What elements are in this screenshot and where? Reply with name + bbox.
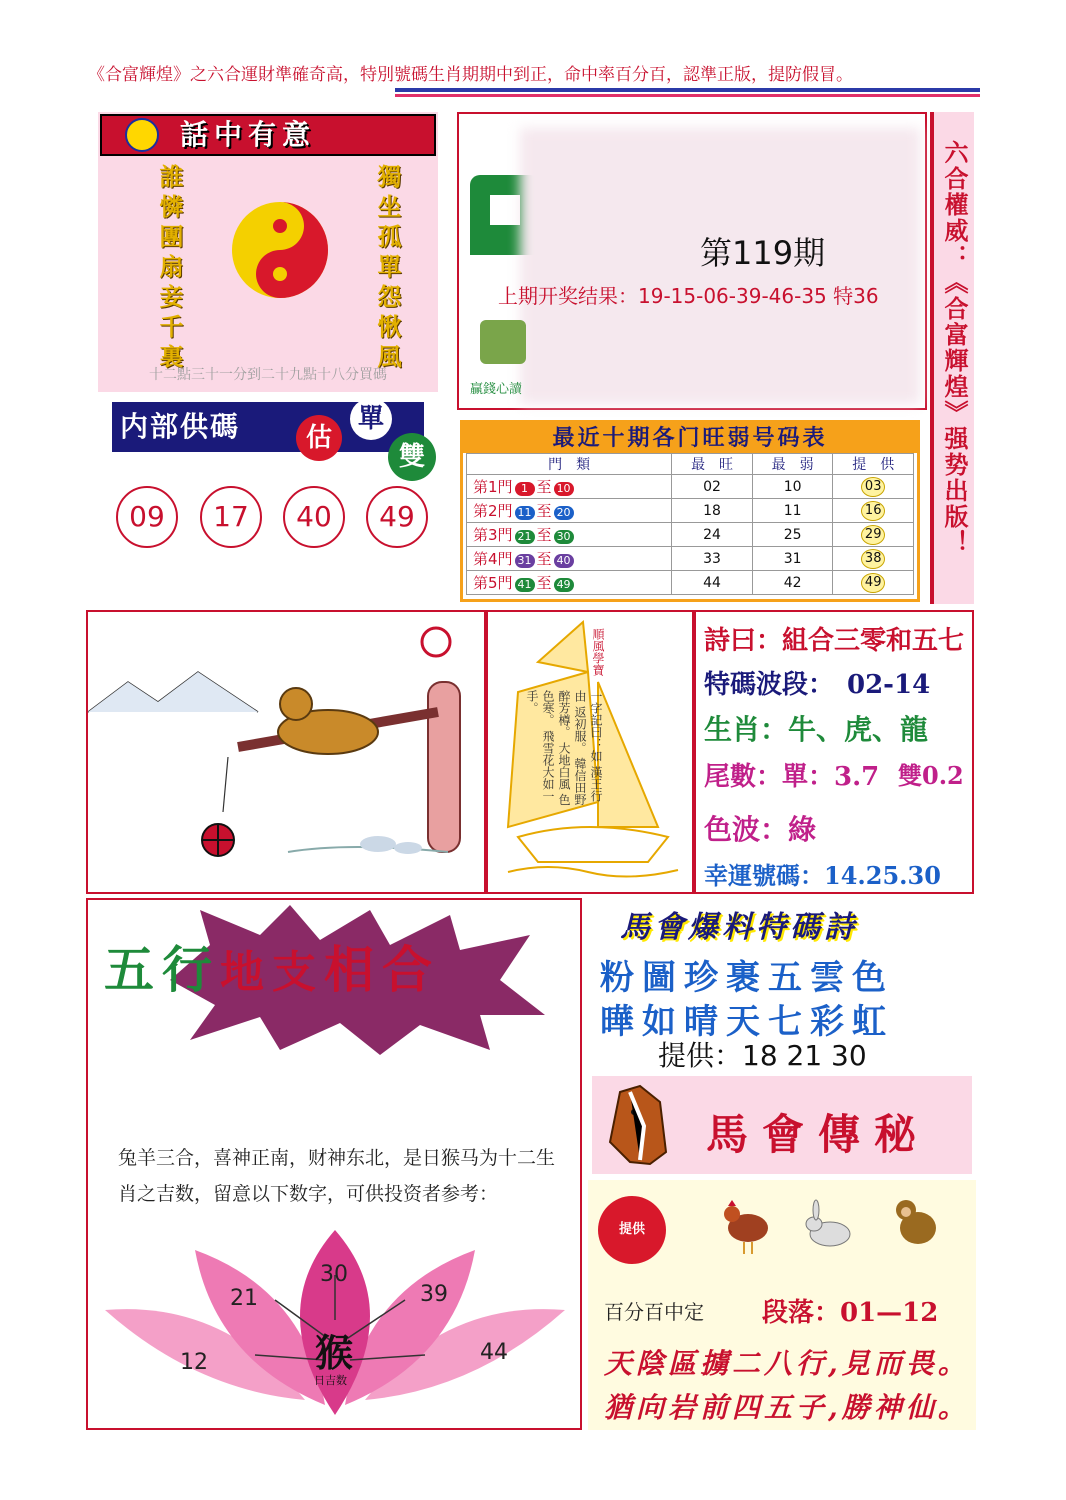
table-row bbox=[467, 523, 914, 547]
door-label: 第2門 bbox=[473, 502, 513, 520]
provide-cell bbox=[833, 475, 914, 499]
provide-cell bbox=[833, 499, 914, 523]
door-cell bbox=[467, 547, 672, 571]
lotus-number: 44 bbox=[480, 1340, 508, 1365]
col-header: 最 旺 bbox=[672, 454, 753, 475]
sailboat-verse: 一字記曰：如 漢王行由 返初服。 韓信田野 醉芳樽。 大地白風 色色寒。 飛雪花大如一手。 bbox=[525, 690, 603, 806]
door-label: 第5門 bbox=[473, 574, 513, 592]
provide-cell bbox=[833, 523, 914, 547]
horse-head-icon bbox=[600, 1082, 672, 1168]
door-table-title: 最近十期各门旺弱号码表 bbox=[463, 423, 917, 453]
meaning-footer: 十二點三十一分到二十九點十八分買碼 bbox=[149, 367, 387, 383]
last-draw-result: 上期开奖结果：19-15-06-39-46-35 特36 bbox=[498, 284, 879, 308]
monkey-fishing-illustration bbox=[88, 612, 484, 892]
code-ball: 49 bbox=[366, 486, 428, 548]
hot-cell: 33 bbox=[672, 547, 753, 571]
wuxing-char-3: 地支 bbox=[220, 947, 324, 998]
provide-number: 03 bbox=[861, 477, 885, 497]
range-to-word: 至 bbox=[536, 526, 552, 544]
range-from: 41 bbox=[515, 578, 535, 592]
cold-cell: 25 bbox=[752, 523, 833, 547]
brand-logo-glyph-inner bbox=[490, 195, 520, 225]
door-cell bbox=[467, 523, 672, 547]
percent-note: 百分百中定 bbox=[604, 1300, 704, 1324]
rooster-icon bbox=[716, 1196, 778, 1258]
code-ball: 09 bbox=[116, 486, 178, 548]
wuxing-char-1: 五 bbox=[104, 940, 162, 999]
table-row bbox=[467, 571, 914, 595]
table-row bbox=[467, 547, 914, 571]
code-ball: 17 bbox=[200, 486, 262, 548]
horse-poem-line-2: 曄如晴天七彩虹 bbox=[600, 1002, 894, 1042]
header-rule-blue bbox=[395, 88, 980, 92]
range-to: 30 bbox=[554, 530, 574, 544]
range-to: 10 bbox=[554, 482, 574, 496]
poem-line-4b: 雙0.2 bbox=[898, 761, 964, 790]
poem-line-6: 幸運號碼：14.25.30 bbox=[704, 861, 941, 890]
wuxing-paragraph: 兔羊三合，喜神正南，财神东北，是日猴马为十二生肖之吉数，留意以下数字，可供投资者参考： bbox=[118, 1147, 556, 1205]
door-table bbox=[466, 453, 914, 595]
wuxing-title bbox=[104, 930, 440, 1002]
door-label: 第1門 bbox=[473, 478, 513, 496]
horse-poem-title: 馬會爆料特碼詩 bbox=[620, 910, 858, 945]
meaning-right-column: 獨坐孤單怨愀風 bbox=[373, 164, 402, 374]
meaning-title: 話中有意 bbox=[180, 118, 317, 151]
col-header: 最 弱 bbox=[752, 454, 833, 475]
door-label: 第3門 bbox=[473, 526, 513, 544]
meaning-left-column: 誰憐團扇妾千裏 bbox=[155, 164, 184, 374]
brand-logo-icon bbox=[125, 118, 159, 152]
horse-secret-title: 馬會傳秘 bbox=[706, 1110, 931, 1159]
door-cell bbox=[467, 571, 672, 595]
cold-cell: 11 bbox=[752, 499, 833, 523]
cold-cell: 10 bbox=[752, 475, 833, 499]
hot-cell: 18 bbox=[672, 499, 753, 523]
lotus-center-char: 猴 bbox=[315, 1330, 354, 1375]
sailboat-flag: 順風學寶 bbox=[591, 628, 605, 676]
range-to: 49 bbox=[554, 578, 574, 592]
cold-cell: 31 bbox=[752, 547, 833, 571]
money-bag-icon bbox=[480, 320, 526, 364]
provide-cell bbox=[833, 547, 914, 571]
poem-line-5: 色波：綠 bbox=[704, 813, 817, 846]
poem-line-4a: 尾數：單：3.7 bbox=[704, 762, 880, 792]
provide-number: 16 bbox=[861, 501, 885, 521]
range-from: 31 bbox=[515, 554, 535, 568]
poem-line-3: 生肖：牛、虎、龍 bbox=[704, 713, 929, 746]
provide-cell bbox=[833, 571, 914, 595]
lotus-number: 39 bbox=[420, 1282, 448, 1307]
inner-codes-title: 内部供碼 bbox=[120, 410, 241, 443]
col-header: 提 供 bbox=[833, 454, 914, 475]
provide-number: 38 bbox=[861, 549, 885, 569]
door-cell bbox=[467, 499, 672, 523]
horse-poem-line-1: 粉圖珍裹五雲色 bbox=[600, 958, 894, 998]
code-ball: 40 bbox=[283, 486, 345, 548]
provide-number: 49 bbox=[861, 573, 885, 593]
range-from: 21 bbox=[515, 530, 535, 544]
badge-guess: 估 bbox=[296, 415, 342, 461]
range-to-word: 至 bbox=[536, 478, 552, 496]
door-label: 第4門 bbox=[473, 550, 513, 568]
badge-double: 雙 bbox=[388, 433, 436, 481]
wuxing-char-2: 行 bbox=[162, 940, 220, 999]
side-banner-text: 六合權威：《合富輝煌》强势出版！ bbox=[940, 140, 969, 556]
wuxing-char-4: 相合 bbox=[324, 940, 440, 999]
lotus-number: 30 bbox=[320, 1262, 348, 1287]
table-row bbox=[467, 475, 914, 499]
win-note: 贏錢心讀 bbox=[470, 382, 523, 397]
range-to: 40 bbox=[554, 554, 574, 568]
table-row bbox=[467, 499, 914, 523]
issue-number: 第119期 bbox=[700, 234, 826, 272]
cold-cell: 42 bbox=[752, 571, 833, 595]
hot-cell: 24 bbox=[672, 523, 753, 547]
range-to-word: 至 bbox=[536, 574, 552, 592]
range-to-word: 至 bbox=[536, 502, 552, 520]
secret-verse-2: 猶向岩前四五子,勝神仙。 bbox=[604, 1391, 970, 1424]
rabbit-icon bbox=[796, 1196, 858, 1258]
header-banner-text: 《合富輝煌》之六合運財準確奇高，特別號碼生肖期期中到正，命中率百分百，認準正版，提防假冒。 bbox=[88, 65, 853, 85]
range-from: 1 bbox=[515, 482, 535, 496]
poem-line-2: 特碼波段： 02-14 bbox=[704, 670, 931, 700]
poem-line-1: 詩曰：組合三零和五七 bbox=[704, 626, 965, 656]
secret-verse-1: 天陰區擄二八行,見而畏。 bbox=[604, 1347, 970, 1380]
horse-poem-provide: 提供：18 21 30 bbox=[658, 1039, 867, 1072]
hot-cell: 44 bbox=[672, 571, 753, 595]
header-rule-pink bbox=[395, 94, 980, 97]
col-header: 門 類 bbox=[467, 454, 672, 475]
lotus-center-sub: 日吉数 bbox=[314, 1374, 347, 1387]
segment-range: 段落：01—12 bbox=[762, 1298, 939, 1328]
range-to: 20 bbox=[554, 506, 574, 520]
lotus-number: 21 bbox=[230, 1286, 258, 1311]
monkey-icon bbox=[884, 1190, 946, 1252]
provide-number: 29 bbox=[861, 525, 885, 545]
badge-single: 單 bbox=[350, 398, 392, 440]
yin-yang-icon bbox=[230, 200, 330, 300]
lotus-number: 12 bbox=[180, 1350, 208, 1375]
provide-seal: 提供 bbox=[598, 1196, 666, 1264]
range-from: 11 bbox=[515, 506, 535, 520]
hot-cell: 02 bbox=[672, 475, 753, 499]
range-to-word: 至 bbox=[536, 550, 552, 568]
door-cell bbox=[467, 475, 672, 499]
